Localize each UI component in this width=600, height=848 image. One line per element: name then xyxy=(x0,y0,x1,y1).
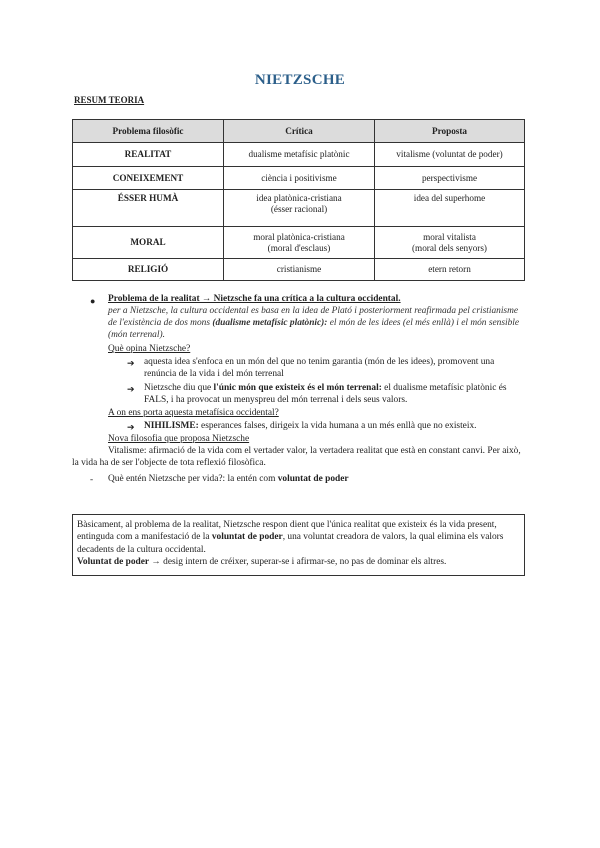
summary-box xyxy=(72,514,525,576)
table-row xyxy=(73,227,525,259)
table-row xyxy=(73,190,525,227)
point-2-a: Nietzsche diu que xyxy=(144,383,214,393)
point-2-bold: l'únic món que existeix és el món terrenal: xyxy=(213,383,382,393)
summary-bold: voluntat de poder xyxy=(211,532,283,543)
row-proposal: idea del superhome xyxy=(375,190,525,227)
question-3: Nova filosofia que proposa Nietzsche xyxy=(108,434,250,444)
critique-line-2: (ésser racional) xyxy=(270,204,328,214)
row-problem: CONEIXEMENT xyxy=(73,167,224,190)
subtitle: RESUM TEORIA xyxy=(74,95,145,105)
row-problem: RELIGIÓ xyxy=(73,259,224,281)
critique-line-1: moral platònica-cristiana xyxy=(253,231,345,242)
theory-table xyxy=(72,119,525,281)
row-critique: dualisme metafísic platònic xyxy=(224,143,375,167)
summary-text-end: , una voluntat creadora de valors, la qual elimina els valors decadents de la cultura occidental. xyxy=(77,532,504,555)
row-critique: cristianisme xyxy=(224,259,375,281)
definition-text: → desig intern de créixer, superar-se i afirmar-se, no pas de dominar els altres. xyxy=(149,557,447,568)
table-row xyxy=(73,143,525,167)
summary-text: Bàsicament, al problema de la realitat, Nietzsche respon dient que l'única realitat que existeix és la vida present, entinguda com a manifestació de la xyxy=(77,520,497,543)
arrow-icon: ➔ xyxy=(127,384,135,394)
question-1: Què opina Nietzsche? xyxy=(108,344,191,354)
nihilism-label: NIHILISME: xyxy=(144,421,199,431)
intro-paragraph xyxy=(108,306,528,341)
row-critique xyxy=(224,190,375,227)
row-proposal: perspectivisme xyxy=(375,167,525,190)
critique-line-1: idea platònica-cristiana xyxy=(256,193,342,203)
table-header-row xyxy=(73,120,525,143)
row-problem: MORAL xyxy=(73,227,224,259)
intro-text-end: el món de les idees (el més enllà) i el món sensible (món terrenal). xyxy=(108,317,520,340)
dash-bold: voluntat de poder xyxy=(277,474,349,484)
row-problem: REALITAT xyxy=(73,143,224,167)
page-title: NIETZSCHE xyxy=(254,72,346,88)
dash-item xyxy=(108,474,528,486)
row-problem: ÉSSER HUMÀ xyxy=(73,190,224,227)
row-proposal: etern retorn xyxy=(375,259,525,281)
row-proposal xyxy=(375,227,525,259)
definition-label: Voluntat de poder xyxy=(77,557,150,568)
row-critique xyxy=(224,227,375,259)
nihilism-text: esperances falses, dirigeix la vida humana a un més enllà que no existeix. xyxy=(198,421,477,431)
section-heading: Problema de la realitat → Nietzsche fa una crítica a la cultura occidental. xyxy=(108,294,401,304)
arrow-icon: ➔ xyxy=(127,422,135,432)
proposal-line-1: moral vitalista xyxy=(423,231,476,242)
dash-marker: - xyxy=(90,475,94,485)
vitalism-paragraph: Vitalisme: afirmació de la vida com el vertader valor, la vertadera realitat que està en constant canvi. Per això, la vida ha de ser l'objecte de tota reflexió filosòfica. xyxy=(72,446,521,468)
intro-bold: (dualisme metafísic platònic): xyxy=(212,317,328,328)
row-proposal: vitalisme (voluntat de poder) xyxy=(375,143,525,167)
table-row xyxy=(73,167,525,190)
point-2 xyxy=(144,383,524,407)
header-proposal: Proposta xyxy=(375,120,525,143)
row-critique: ciència i positivisme xyxy=(224,167,375,190)
question-2: A on ens porta aquesta metafísica occidental? xyxy=(108,408,279,418)
intro-text: per a Nietzsche, la cultura occidental es basa en la idea de Plató i posteriorment reafirmada pel cristianisme de l'existència de dos mons xyxy=(108,306,519,328)
proposal-line-2: (moral dels senyors) xyxy=(411,242,487,253)
critique-line-2: (moral d'esclaus) xyxy=(267,242,331,253)
dash-text: Què entén Nietzsche per vida?: la entén com xyxy=(108,474,278,484)
header-critique: Crítica xyxy=(224,120,375,143)
point-1: aquesta idea s'enfoca en un món del que no tenim garantia (món de les idees), promovent una renúncia de la vida i del món terrenal xyxy=(144,357,495,379)
arrow-icon: ➔ xyxy=(127,358,135,368)
point-2-c: el dualisme metafísic platònic és FALS, i ha provocat un menyspreu del món terrenal i dels seus valors. xyxy=(144,383,507,405)
bullet-icon: ● xyxy=(90,296,96,306)
table-row xyxy=(73,259,525,281)
header-problem: Problema filosòfic xyxy=(73,120,224,143)
point-3 xyxy=(144,421,524,433)
